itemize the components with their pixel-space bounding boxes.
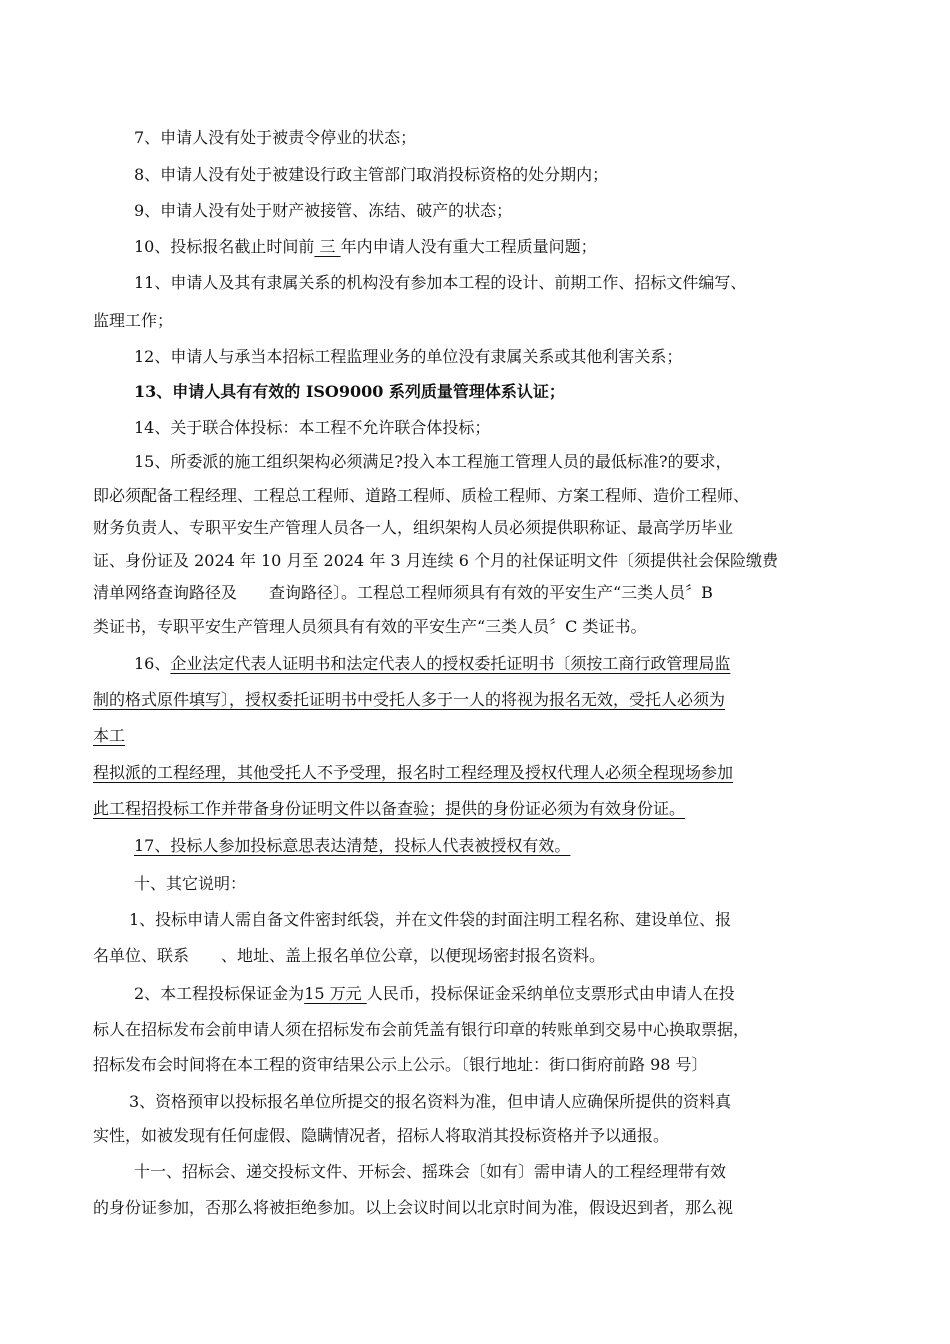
text-line: 名单位、联系 、地址、盖上报名单位公章，以便现场密封报名资料。 [93, 946, 606, 965]
text-line [134, 984, 735, 1004]
text-line: 清单网络查询路径及 查询路径〕。工程总工程师须具有有效的平安生产“三类人员〞B [93, 583, 713, 602]
text-line: 证、身份证及 2024 年 10 月至 2024 年 3 月连续 6 个月的社保证明文件〔须提供社会保险缴费 [93, 551, 779, 570]
underlined-text: 企业法定代表人证明书和法定代表人的授权委托证明书〔须按工商行政管理局监 [170, 654, 731, 673]
bold-text-line: 13、申请人具有有效的 ISO9000 系列质量管理体系认证； [134, 382, 565, 401]
text-line: 14、关于联合体投标：本工程不允许联合体投标； [134, 418, 491, 437]
text-span: 16、 [134, 654, 171, 673]
text-line: 15、所委派的施工组织架构必须满足?投入本工程施工管理人员的最低标准?的要求， [134, 452, 732, 471]
text-line: 3、资格预审以投标报名单位所提交的报名资料为准，但申请人应确保所提供的资料真 [129, 1092, 732, 1111]
underlined-text: 三 [314, 237, 341, 256]
text-line: 即必须配备工程经理、工程总工程师、道路工程师、质检工程师、方案工程师、造价工程师、 [93, 486, 750, 505]
text-line: 监理工作； [93, 311, 174, 330]
text-span: 2、本工程投标保证金为 [134, 984, 305, 1003]
text-line: 实性，如被发现有任何虚假、隐瞒情况者，招标人将取消其投标资格并予以通报。 [93, 1126, 670, 1145]
underlined-text-line: 程拟派的工程经理，其他受托人不予受理，报名时工程经理及授权代理人必须全程现场参加 [93, 763, 734, 782]
text-span: 人民币，投标保证金采纳单位支票形式由申请人在投 [366, 984, 735, 1003]
text-line: 招标发布会时间将在本工程的资审结果公示上公示。〔银行地址：街口街府前路 98 号〕 [93, 1055, 708, 1074]
text-span: 年内申请人没有重大工程质量问题； [340, 237, 597, 256]
section-heading: 十、其它说明： [134, 874, 247, 893]
text-span: 10、投标报名截止时间前 [134, 237, 315, 256]
text-line: 类证书，专职平安生产管理人员须具有有效的平安生产“三类人员〞C 类证书。 [93, 617, 647, 636]
text-line: 12、申请人与承当本招标工程监理业务的单位没有隶属关系或其他利害关系； [134, 347, 683, 366]
text-line: 9、申请人没有处于财产被接管、冻结、破产的状态； [134, 201, 513, 220]
text-line: 财务负责人、专职平安生产管理人员各一人，组织架构人员必须提供职称证、最高学历毕业 [93, 518, 734, 537]
section-heading: 十一、招标会、递交投标文件、开标会、摇珠会〔如有〕需申请人的工程经理带有效 [134, 1162, 727, 1181]
text-line [134, 654, 730, 674]
text-line [134, 237, 597, 257]
underlined-text-line: 此工程招投标工作并带备身份证明文件以备查验；提供的身份证必须为有效身份证。 [93, 799, 686, 818]
underlined-text-line: 本工 [93, 726, 126, 745]
underlined-text-line: 制的格式原件填写〕，授权委托证明书中受托人多于一人的将视为报名无效，受托人必须为 [93, 690, 726, 709]
text-line: 8、申请人没有处于被建设行政主管部门取消投标资格的处分期内； [134, 165, 609, 184]
text-line: 11、申请人及其有隶属关系的机构没有参加本工程的设计、前期工作、招标文件编写、 [134, 273, 747, 292]
underlined-text: 15 万元 [304, 984, 367, 1003]
underlined-text-line: 17、投标人参加投标意思表达清楚，投标人代表被授权有效。 [134, 836, 571, 855]
text-line: 1、投标申请人需自备文件密封纸袋，并在文件袋的封面注明工程名称、建设单位、报 [129, 910, 732, 929]
text-line: 的身份证参加，否那么将被拒绝参加。以上会议时间以北京时间为准，假设迟到者，那么视 [93, 1198, 734, 1217]
text-line: 7、申请人没有处于被责令停业的状态； [134, 128, 417, 147]
text-line: 标人在招标发布会前申请人须在招标发布会前凭盖有银行印章的转账单到交易中心换取票据， [93, 1020, 750, 1039]
